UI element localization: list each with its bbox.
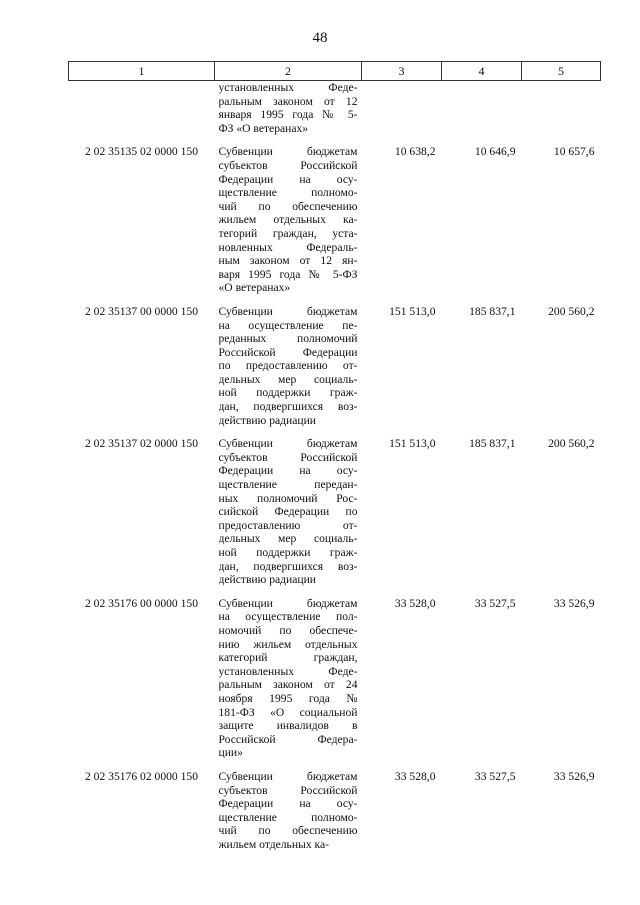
description-line: установленных Феде- (218, 664, 358, 678)
budget-code: 2 02 35137 02 0000 150 (84, 437, 199, 451)
table-body (69, 81, 601, 852)
table-row (69, 427, 601, 587)
description-line: Субвенции бюджетам (218, 304, 358, 318)
description-line: ных полномочий Рос- (218, 491, 358, 505)
description-line: Российской Федера- (218, 732, 358, 746)
row-description (215, 427, 362, 587)
table-row (69, 135, 601, 295)
description-line: реданных полномочий (218, 332, 358, 346)
description-line: ществление полномо- (218, 186, 358, 200)
budget-code: 2 02 35176 00 0000 150 (84, 596, 199, 610)
amount-v4: 185 837,1 (469, 437, 516, 451)
description-line: установленных Федe- (218, 81, 358, 94)
amount-v4: 33 527,5 (474, 596, 516, 610)
budget-table (68, 61, 601, 851)
description-line: новленных Федераль- (218, 240, 358, 254)
description-line: Российской Федерации (218, 345, 358, 359)
amount-v4: 10 646,9 (474, 145, 516, 159)
description-line: ной поддержки граж- (218, 546, 358, 559)
column-header-4: 4 (442, 62, 522, 81)
continuation-row (69, 81, 601, 136)
description-line: ФЗ «О ветеранах» (218, 121, 309, 135)
description-line: действию радиации (218, 573, 317, 587)
description-line: жильем отдельных ка- (218, 213, 358, 227)
description-line: чий по обеспечению (218, 824, 358, 838)
description-line: Субвенции бюджетам (218, 769, 358, 783)
description-line: ществление полномо- (218, 810, 358, 824)
table-header-row (69, 62, 601, 81)
description-line: категорий граждан, (218, 651, 358, 665)
description-line: 181-ФЗ «О социальной (218, 705, 358, 719)
description-line: дан, подвергшихся воз- (218, 400, 358, 414)
description-line: ной поддержки граж- (218, 386, 358, 400)
amount-v3: 33 528,0 (394, 596, 436, 610)
amount-v5: 200 560,2 (548, 437, 595, 451)
table-row (69, 760, 601, 852)
description-line: дельных мер социаль- (218, 372, 358, 386)
description-line: Субвенции бюджетам (218, 596, 358, 610)
description-line: «О ветеранах» (218, 281, 291, 295)
description-line: субъектов Российской (218, 158, 358, 172)
description-line: чий по обеспечению (218, 199, 358, 213)
description-line: жильем отдельных ка- (218, 837, 329, 851)
description-line: по предоставлению от- (218, 359, 358, 373)
budget-code: 2 02 35135 02 0000 150 (84, 145, 199, 159)
row-description (215, 587, 362, 760)
description-line: защите инвалидов в (218, 719, 358, 733)
description-line: сийской Федерации по (218, 505, 358, 519)
row-description (215, 760, 362, 852)
description-line: на осуществление пол- (218, 610, 358, 624)
description-line: ральным законом от 12 (218, 94, 358, 108)
description-line: предоставлению от- (218, 518, 358, 532)
description-line: на осуществление пе- (218, 318, 358, 332)
description-line: нию жильем отдельных (218, 637, 358, 651)
description-line: субъектов Российской (218, 450, 358, 464)
description-line: Субвенции бюджетам (218, 145, 358, 159)
table-row (69, 295, 601, 427)
description-line: января 1995 года № 5- (218, 108, 358, 122)
description-line: дан, подвергшихся воз- (218, 559, 358, 573)
description-line: ноября 1995 года № (218, 691, 358, 705)
row-description (215, 295, 362, 427)
budget-code: 2 02 35176 02 0000 150 (84, 769, 199, 783)
description-line: ции» (218, 746, 243, 760)
amount-v4: 33 527,5 (474, 769, 516, 783)
row-description (215, 135, 362, 295)
description-line: Федерации на осу- (218, 797, 358, 811)
amount-v4: 185 837,1 (469, 304, 516, 318)
amount-v5: 200 560,2 (548, 304, 595, 318)
description-line: номочий по обеспече- (218, 623, 358, 637)
description-line: ральным законом от 24 (218, 678, 358, 692)
column-header-1: 1 (69, 62, 215, 81)
budget-code: 2 02 35137 00 0000 150 (84, 304, 199, 318)
description-line: Федерации на осу- (218, 464, 358, 478)
amount-v3: 151 513,0 (389, 437, 436, 451)
description-line: действию радиации (218, 413, 317, 427)
continuation-code-cell (69, 81, 215, 136)
page-number: 48 (312, 30, 328, 46)
description-line: ществление передан- (218, 478, 358, 492)
description-line: дельных мер социаль- (218, 532, 358, 546)
amount-v3: 33 528,0 (394, 769, 436, 783)
description-line: Федерации на осу- (218, 172, 358, 186)
table-row (69, 587, 601, 760)
amount-v5: 10 657,6 (553, 145, 595, 159)
description-line: Субвенции бюджетам (218, 437, 358, 451)
amount-v5: 33 526,9 (553, 596, 595, 610)
description-line: тегорий граждан, уста- (218, 226, 358, 240)
amount-v5: 33 526,9 (553, 769, 595, 783)
amount-v3: 151 513,0 (389, 304, 436, 318)
continuation-description (215, 81, 362, 136)
column-header-2: 2 (215, 62, 362, 81)
description-line: варя 1995 года № 5-ФЗ (218, 267, 358, 281)
column-header-5: 5 (522, 62, 601, 81)
amount-v3: 10 638,2 (394, 145, 436, 159)
description-line: ным законом от 12 ян- (218, 254, 358, 268)
column-header-3: 3 (362, 62, 442, 81)
description-line: субъектов Российской (218, 783, 358, 797)
